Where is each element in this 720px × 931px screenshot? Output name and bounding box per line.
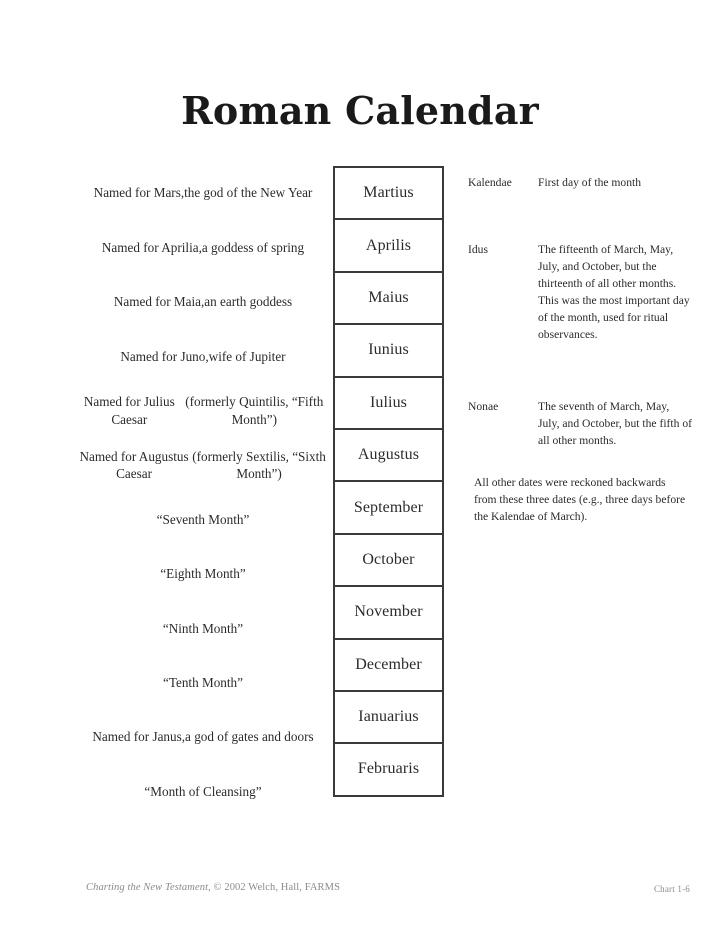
description-line: (formerly Quintilis, “Fifth Month”): [185, 394, 324, 427]
footer-citation: [86, 882, 340, 893]
description-line: Named for Janus,: [92, 729, 186, 745]
description-line: wife of Jupiter: [208, 348, 286, 364]
month-box: Maius: [333, 271, 444, 325]
description-line: Named for Maia,: [113, 294, 205, 310]
month-box: September: [333, 480, 444, 534]
month-description: [78, 166, 328, 220]
footer-copyright: , © 2002 Welch, Hall, FARMS: [208, 882, 341, 893]
description-line: “Ninth Month”: [162, 620, 244, 636]
calendar-grid: [0, 166, 720, 826]
description-line: a god of gates and doors: [185, 729, 314, 745]
page-title: Roman Calendar: [181, 88, 539, 133]
description-line: “Eighth Month”: [160, 566, 246, 582]
glossary-note: All other dates were reckoned backwards from these three dates (e.g., three days before the Kalendae of March).: [474, 476, 686, 524]
glossary-definition: First day of the month: [538, 176, 642, 189]
footer-work-title: Charting the New Testament: [86, 882, 209, 893]
month-description: [78, 601, 328, 655]
month-description: [78, 329, 328, 383]
description-line: Named for Juno,: [120, 348, 209, 364]
month-description: [78, 438, 328, 492]
description-line: Named for Julius Caesar: [83, 394, 175, 427]
month-box: Augustus: [333, 428, 444, 482]
month-name-column: [333, 166, 444, 795]
glossary-entry-kalendae: [468, 175, 692, 191]
description-line: Named for Aprilia,: [101, 239, 202, 255]
description-line: (formerly Sextilis, “Sixth Month”): [192, 448, 326, 482]
month-box: Aprilis: [333, 218, 444, 272]
description-column: [78, 166, 328, 819]
footer-chart-number: Chart 1-6: [653, 884, 690, 894]
description-line: “Tenth Month”: [162, 675, 243, 690]
glossary-entry-idus: [468, 241, 692, 343]
month-description: [78, 220, 328, 274]
description-line: “Month of Cleansing”: [144, 783, 262, 799]
month-description: [78, 384, 328, 438]
month-box: October: [333, 533, 444, 587]
month-description: [78, 764, 328, 818]
month-box: Iulius: [333, 376, 444, 430]
month-description: [78, 547, 328, 601]
description-line: a goddess of spring: [201, 239, 305, 255]
month-description: [78, 275, 328, 329]
glossary-term: Idus: [468, 243, 488, 256]
month-description: [78, 492, 328, 546]
description-line: an earth goddess: [204, 294, 293, 310]
month-description: [78, 656, 328, 710]
description-line: the god of the New Year: [184, 185, 313, 201]
month-box: Ianuarius: [333, 690, 444, 744]
glossary-term: Kalendae: [468, 176, 512, 189]
glossary-definition: The seventh of March, May, July, and October, but the fifth of all other months.: [538, 400, 692, 448]
glossary-definition: The fifteenth of March, May, July, and October, but the thirteenth of all other months. This was the most important day of the month, used for ritual observances.: [538, 243, 690, 342]
month-box: December: [333, 638, 444, 692]
description-line: “Seventh Month”: [156, 511, 250, 527]
description-line: Named for Augustus Caesar: [79, 448, 189, 482]
month-box: Iunius: [333, 323, 444, 377]
glossary-term: Nonae: [468, 400, 499, 413]
month-box: November: [333, 585, 444, 639]
month-description: [78, 710, 328, 764]
month-box: Martius: [333, 166, 444, 220]
month-box: Februaris: [333, 742, 444, 796]
glossary-entry-nonae: [468, 398, 692, 449]
description-line: Named for Mars,: [93, 185, 185, 201]
